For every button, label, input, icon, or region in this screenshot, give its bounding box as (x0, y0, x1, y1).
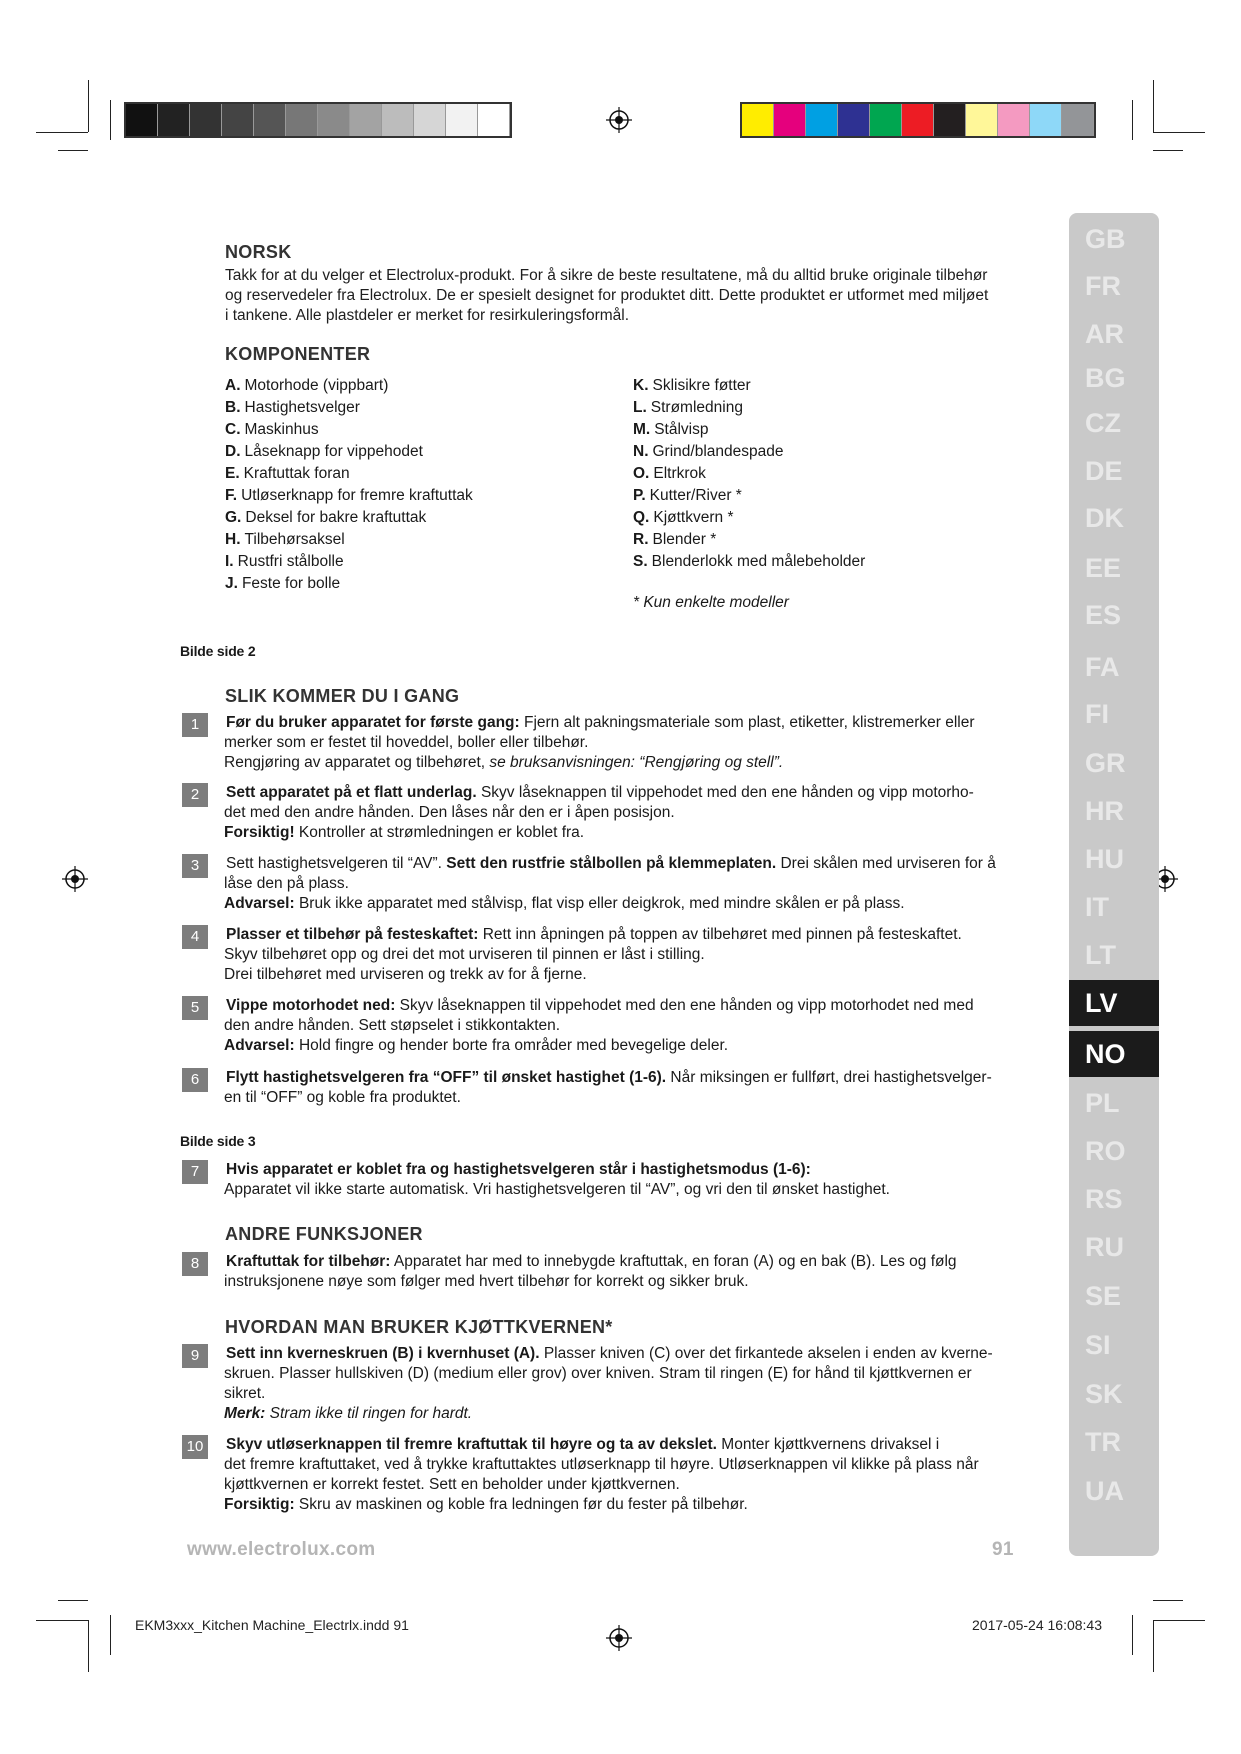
registration-mark-icon (606, 107, 632, 133)
component-label: Deksel for bakre kraftuttak (245, 509, 427, 526)
component-key: I. (225, 553, 234, 570)
step-lead: Sett den rustfrie stålbollen på klemmeplaten. (446, 855, 777, 872)
step-number: 9 (182, 1344, 208, 1368)
step-lead: Kraftuttak for tilbehør: (226, 1253, 391, 1270)
language-tab-gb[interactable]: GB (1085, 224, 1126, 254)
section-title: NORSK (225, 242, 292, 262)
crop-mark (88, 1620, 89, 1672)
color-swatch (254, 104, 286, 136)
language-tab-fr[interactable]: FR (1085, 271, 1121, 301)
language-tab-tr[interactable]: TR (1085, 1427, 1121, 1457)
color-swatch (350, 104, 382, 136)
intro-line: i tankene. Alle plastdeler er merket for resirkuleringsformål. (225, 307, 630, 324)
language-tab-dk[interactable]: DK (1085, 503, 1124, 533)
component-key: P. (633, 487, 646, 504)
color-swatch (446, 104, 478, 136)
component-item (633, 441, 865, 463)
slug-file: EKM3xxx_Kitchen Machine_Electrlx.indd 91 (135, 1617, 409, 1633)
language-tab-lt[interactable]: LT (1085, 940, 1116, 970)
component-key: A. (225, 377, 241, 394)
component-key: N. (633, 443, 649, 460)
intro-line: Takk for at du velger et Electrolux-produkt. For å sikre de beste resultatene, må du alltid bruke originale tilbehør (225, 267, 988, 284)
language-tab-ru[interactable]: RU (1085, 1232, 1124, 1262)
slug-date: 2017-05-24 16:08:43 (972, 1617, 1102, 1633)
component-key: B. (225, 399, 241, 416)
color-swatch (966, 104, 998, 136)
component-key: F. (225, 487, 238, 504)
component-item (633, 507, 865, 529)
crop-mark (1153, 132, 1205, 133)
component-key: Q. (633, 509, 650, 526)
language-tab-bg[interactable]: BG (1085, 363, 1126, 393)
component-label: Maskinhus (244, 421, 319, 438)
step-text: Rengjøring av apparatet og tilbehøret, (224, 754, 490, 771)
components-list-left (225, 375, 473, 595)
component-item (633, 375, 865, 397)
component-label: Eltrkrok (653, 465, 706, 482)
grayscale-color-bar (124, 102, 512, 138)
crop-mark (1153, 1620, 1205, 1621)
component-label: Tilbehørsaksel (244, 531, 345, 548)
step-text: Skyv tilbehøret opp og drei det mot urviseren til pinnen er låst i stilling. (224, 946, 705, 963)
step-number: 5 (182, 996, 208, 1020)
step-caution-label: Forsiktig! (224, 824, 295, 841)
language-tab-sk[interactable]: SK (1085, 1379, 1123, 1409)
component-item (225, 397, 473, 419)
color-swatch (870, 104, 902, 136)
crop-mark (110, 100, 111, 140)
language-tab-fa[interactable]: FA (1085, 652, 1120, 682)
color-swatch (998, 104, 1030, 136)
step-number: 8 (182, 1252, 208, 1276)
step-warning-label: Advarsel: (224, 1037, 295, 1054)
language-tab-rs[interactable]: RS (1085, 1184, 1123, 1214)
crop-mark (110, 1615, 111, 1655)
step-text: den andre hånden. Sett støpselet i stikkontakten. (224, 1017, 561, 1034)
step-text: merker som er festet til hoveddel, boller eller tilbehør. (224, 734, 589, 751)
step-text: Hold fingre og hender borte fra områder med bevegelige deler. (294, 1037, 729, 1054)
component-item (225, 441, 473, 463)
color-swatch (286, 104, 318, 136)
color-swatch (478, 104, 510, 136)
component-label: Rustfri stålbolle (237, 553, 344, 570)
component-item (225, 551, 473, 573)
step-text: en til “OFF” og koble fra produktet. (224, 1089, 461, 1106)
step-text: Stram ikke til ringen for hardt. (265, 1405, 473, 1422)
step-lead: Sett apparatet på et flatt underlag. (226, 784, 477, 801)
step-10 (182, 1435, 1028, 1515)
component-key: O. (633, 465, 650, 482)
language-tab-se[interactable]: SE (1085, 1281, 1122, 1311)
component-key: H. (225, 531, 241, 548)
color-swatch (806, 104, 838, 136)
component-label: Blender * (652, 531, 717, 548)
component-key: R. (633, 531, 649, 548)
component-item (225, 573, 473, 595)
crop-mark (1132, 1615, 1133, 1655)
language-tab-fi[interactable]: FI (1085, 699, 1109, 729)
component-item (633, 529, 865, 551)
step-lead: Flytt hastighetsvelgeren fra “OFF” til ønsket hastighet (1-6). (226, 1069, 667, 1086)
component-item (633, 397, 865, 419)
step-text: låse den på plass. (224, 875, 349, 892)
step-text: sikret. (224, 1385, 266, 1402)
crop-mark (36, 1620, 88, 1621)
step-text: Skyv låseknappen til vippehodet med den ene hånden og vipp motorho- (476, 784, 974, 801)
component-key: L. (633, 399, 647, 416)
component-item (633, 463, 865, 485)
crop-mark (88, 80, 89, 132)
step-6 (182, 1068, 1028, 1108)
step-text: Plasser kniven (C) over det firkantede akselen i enden av kverne- (539, 1345, 993, 1362)
color-swatch (126, 104, 158, 136)
language-tab-lv[interactable]: LV (1069, 980, 1159, 1026)
color-swatch (382, 104, 414, 136)
step-lead: Skyv utløserknappen til fremre kraftuttak til høyre og ta av dekslet. (226, 1436, 717, 1453)
crop-mark (58, 1600, 88, 1601)
step-4 (182, 925, 1028, 985)
language-tab-it[interactable]: IT (1085, 892, 1109, 922)
step-number: 7 (182, 1160, 208, 1184)
component-item (633, 485, 865, 507)
component-label: Stålvisp (654, 421, 709, 438)
step-reference: se bruksanvisningen: “Rengjøring og stell”. (489, 754, 784, 771)
step-number: 6 (182, 1068, 208, 1092)
component-key: M. (633, 421, 651, 438)
step-8 (182, 1252, 1028, 1292)
step-text: Rett inn åpningen på toppen av tilbehøret med pinnen på festeskaftet. (478, 926, 962, 943)
step-text: Skyv låseknappen til vippehodet med den ene hånden og vipp motorhodet ned med (395, 997, 974, 1014)
step-text: kjøttkvernen er korrekt festet. Sett en beholder under kjøttkvernen. (224, 1476, 680, 1493)
crop-mark (58, 150, 88, 151)
color-swatch (318, 104, 350, 136)
language-tab-no[interactable]: NO (1069, 1031, 1159, 1077)
component-key: G. (225, 509, 242, 526)
language-tab-si[interactable]: SI (1085, 1330, 1111, 1360)
step-text: det fremre kraftuttaket, ved å trykke kraftuttaktes utløserknapp til høyre. Utløserknappen vil klikke på plass når (224, 1456, 979, 1473)
color-swatch (190, 104, 222, 136)
component-label: Feste for bolle (241, 575, 341, 592)
crop-mark (1132, 100, 1133, 140)
crop-mark (1153, 150, 1183, 151)
component-key: D. (225, 443, 241, 460)
page-number: 91 (992, 1539, 1014, 1560)
intro-line: og reservedeler fra Electrolux. De er spesielt designet for produktet ditt. Dette produktet er utformet med miljøet (225, 287, 989, 304)
language-tab-es[interactable]: ES (1085, 600, 1122, 630)
component-item (225, 507, 473, 529)
step-text: Fjern alt pakningsmateriale som plast, etiketter, klistremerker eller (519, 714, 975, 731)
figure-reference: Bilde side 3 (180, 1133, 256, 1149)
component-label: Utløserknapp for fremre kraftuttak (241, 487, 473, 504)
components-note: * Kun enkelte modeller (633, 594, 789, 611)
step-text: Apparatet har med to innebygde kraftuttak, en foran (A) og en bak (B). Les og følg (390, 1253, 957, 1270)
step-9 (182, 1344, 1028, 1424)
color-swatch (158, 104, 190, 136)
language-tab-de[interactable]: DE (1085, 456, 1123, 486)
registration-mark-icon (62, 866, 88, 892)
intro-paragraph (225, 266, 1045, 326)
language-tab-hu[interactable]: HU (1085, 844, 1124, 874)
color-swatch (1062, 104, 1094, 136)
step-text: Monter kjøttkvernens drivaksel i (717, 1436, 940, 1453)
getting-started-title: SLIK KOMMER DU I GANG (225, 686, 460, 706)
step-3 (182, 854, 1028, 914)
step-text: instruksjonene nøye som følger med hvert tilbehør for korrekt og sikker bruk. (224, 1273, 749, 1290)
language-tab-hr[interactable]: HR (1085, 796, 1124, 826)
component-item (225, 463, 473, 485)
components-list-right (633, 375, 865, 573)
component-label: Sklisikre føtter (652, 377, 751, 394)
step-text: det med den andre hånden. Den låses når den er i åpen posisjon. (224, 804, 675, 821)
component-key: C. (225, 421, 241, 438)
step-text: skruen. Plasser hullskiven (D) (medium eller grov) over kniven. Stram til ringen (E) for hånd til kjøttkvernen er (224, 1365, 972, 1382)
color-swatch (414, 104, 446, 136)
component-key: S. (633, 553, 648, 570)
other-functions-title: ANDRE FUNKSJONER (225, 1224, 423, 1244)
component-item (633, 419, 865, 441)
component-label: Strømledning (650, 399, 743, 416)
grinder-title: HVORDAN MAN BRUKER KJØTTKVERNEN* (225, 1317, 613, 1337)
step-lead: Vippe motorhodet ned: (226, 997, 396, 1014)
component-key: E. (225, 465, 240, 482)
figure-reference: Bilde side 2 (180, 643, 256, 659)
step-text: Drei tilbehøret med urviseren og trekk av for å fjerne. (224, 966, 587, 983)
step-lead: Hvis apparatet er koblet fra og hastighetsvelgeren står i hastighetsmodus (1-6): (226, 1161, 811, 1178)
step-caution-label: Forsiktig: (224, 1496, 295, 1513)
language-tab-pl[interactable]: PL (1085, 1088, 1120, 1118)
crop-mark (36, 132, 88, 133)
step-7 (182, 1160, 1028, 1200)
step-number: 1 (182, 713, 208, 737)
step-text: Kontroller at strømledningen er koblet fra. (294, 824, 585, 841)
step-lead: Før du bruker apparatet for første gang: (226, 714, 520, 731)
component-item (225, 485, 473, 507)
step-1 (182, 713, 1028, 773)
color-swatch (774, 104, 806, 136)
component-item (633, 551, 865, 573)
crop-mark (1153, 80, 1154, 132)
component-label: Kjøttkvern * (653, 509, 734, 526)
component-label: Hastighetsvelger (244, 399, 360, 416)
component-label: Kraftuttak foran (243, 465, 350, 482)
step-text: Bruk ikke apparatet med stålvisp, flat visp eller deigkrok, med mindre skålen er på plass. (294, 895, 905, 912)
cmyk-color-bar (740, 102, 1096, 138)
component-key: J. (225, 575, 238, 592)
step-2 (182, 783, 1028, 843)
color-swatch (934, 104, 966, 136)
component-label: Grind/blandespade (652, 443, 784, 460)
step-5 (182, 996, 1028, 1056)
step-note-label: Merk: (224, 1405, 266, 1422)
component-label: Låseknapp for vippehodet (244, 443, 423, 460)
language-tab-cz[interactable]: CZ (1085, 408, 1121, 438)
step-text: Drei skålen med urviseren for å (776, 855, 996, 872)
step-lead: Sett inn kverneskruen (B) i kvernhuset (A). (226, 1345, 540, 1362)
footer-url: www.electrolux.com (187, 1539, 376, 1560)
language-tab-ro[interactable]: RO (1085, 1136, 1126, 1166)
step-warning-label: Advarsel: (224, 895, 295, 912)
color-swatch (742, 104, 774, 136)
component-label: Motorhode (vippbart) (244, 377, 389, 394)
component-key: K. (633, 377, 649, 394)
step-number: 4 (182, 925, 208, 949)
color-swatch (1030, 104, 1062, 136)
step-text: Apparatet vil ikke starte automatisk. Vri hastighetsvelgeren til “AV”, og vri den til ønsket hastighet. (224, 1181, 890, 1198)
step-number: 2 (182, 783, 208, 807)
crop-mark (1153, 1620, 1154, 1672)
step-text: Sett hastighetsvelgeren til “AV”. (226, 855, 447, 872)
registration-mark-icon (606, 1625, 632, 1651)
color-swatch (902, 104, 934, 136)
step-text: Når miksingen er fullført, drei hastighetsvelger- (666, 1069, 992, 1086)
language-tab-gr[interactable]: GR (1085, 748, 1126, 778)
component-label: Kutter/River * (649, 487, 742, 504)
component-item (225, 529, 473, 551)
crop-mark (1153, 1600, 1183, 1601)
step-lead: Plasser et tilbehør på festeskaftet: (226, 926, 479, 943)
component-item (225, 375, 473, 397)
step-number: 3 (182, 854, 208, 878)
component-label: Blenderlokk med målebeholder (651, 553, 866, 570)
language-tab-ee[interactable]: EE (1085, 553, 1122, 583)
component-item (225, 419, 473, 441)
step-number: 10 (182, 1435, 208, 1459)
step-text: Skru av maskinen og koble fra ledningen før du fester på tilbehør. (294, 1496, 748, 1513)
components-title: KOMPONENTER (225, 344, 371, 364)
language-tab-ua[interactable]: UA (1085, 1476, 1124, 1506)
color-swatch (838, 104, 870, 136)
language-tab-ar[interactable]: AR (1085, 319, 1124, 349)
color-swatch (222, 104, 254, 136)
